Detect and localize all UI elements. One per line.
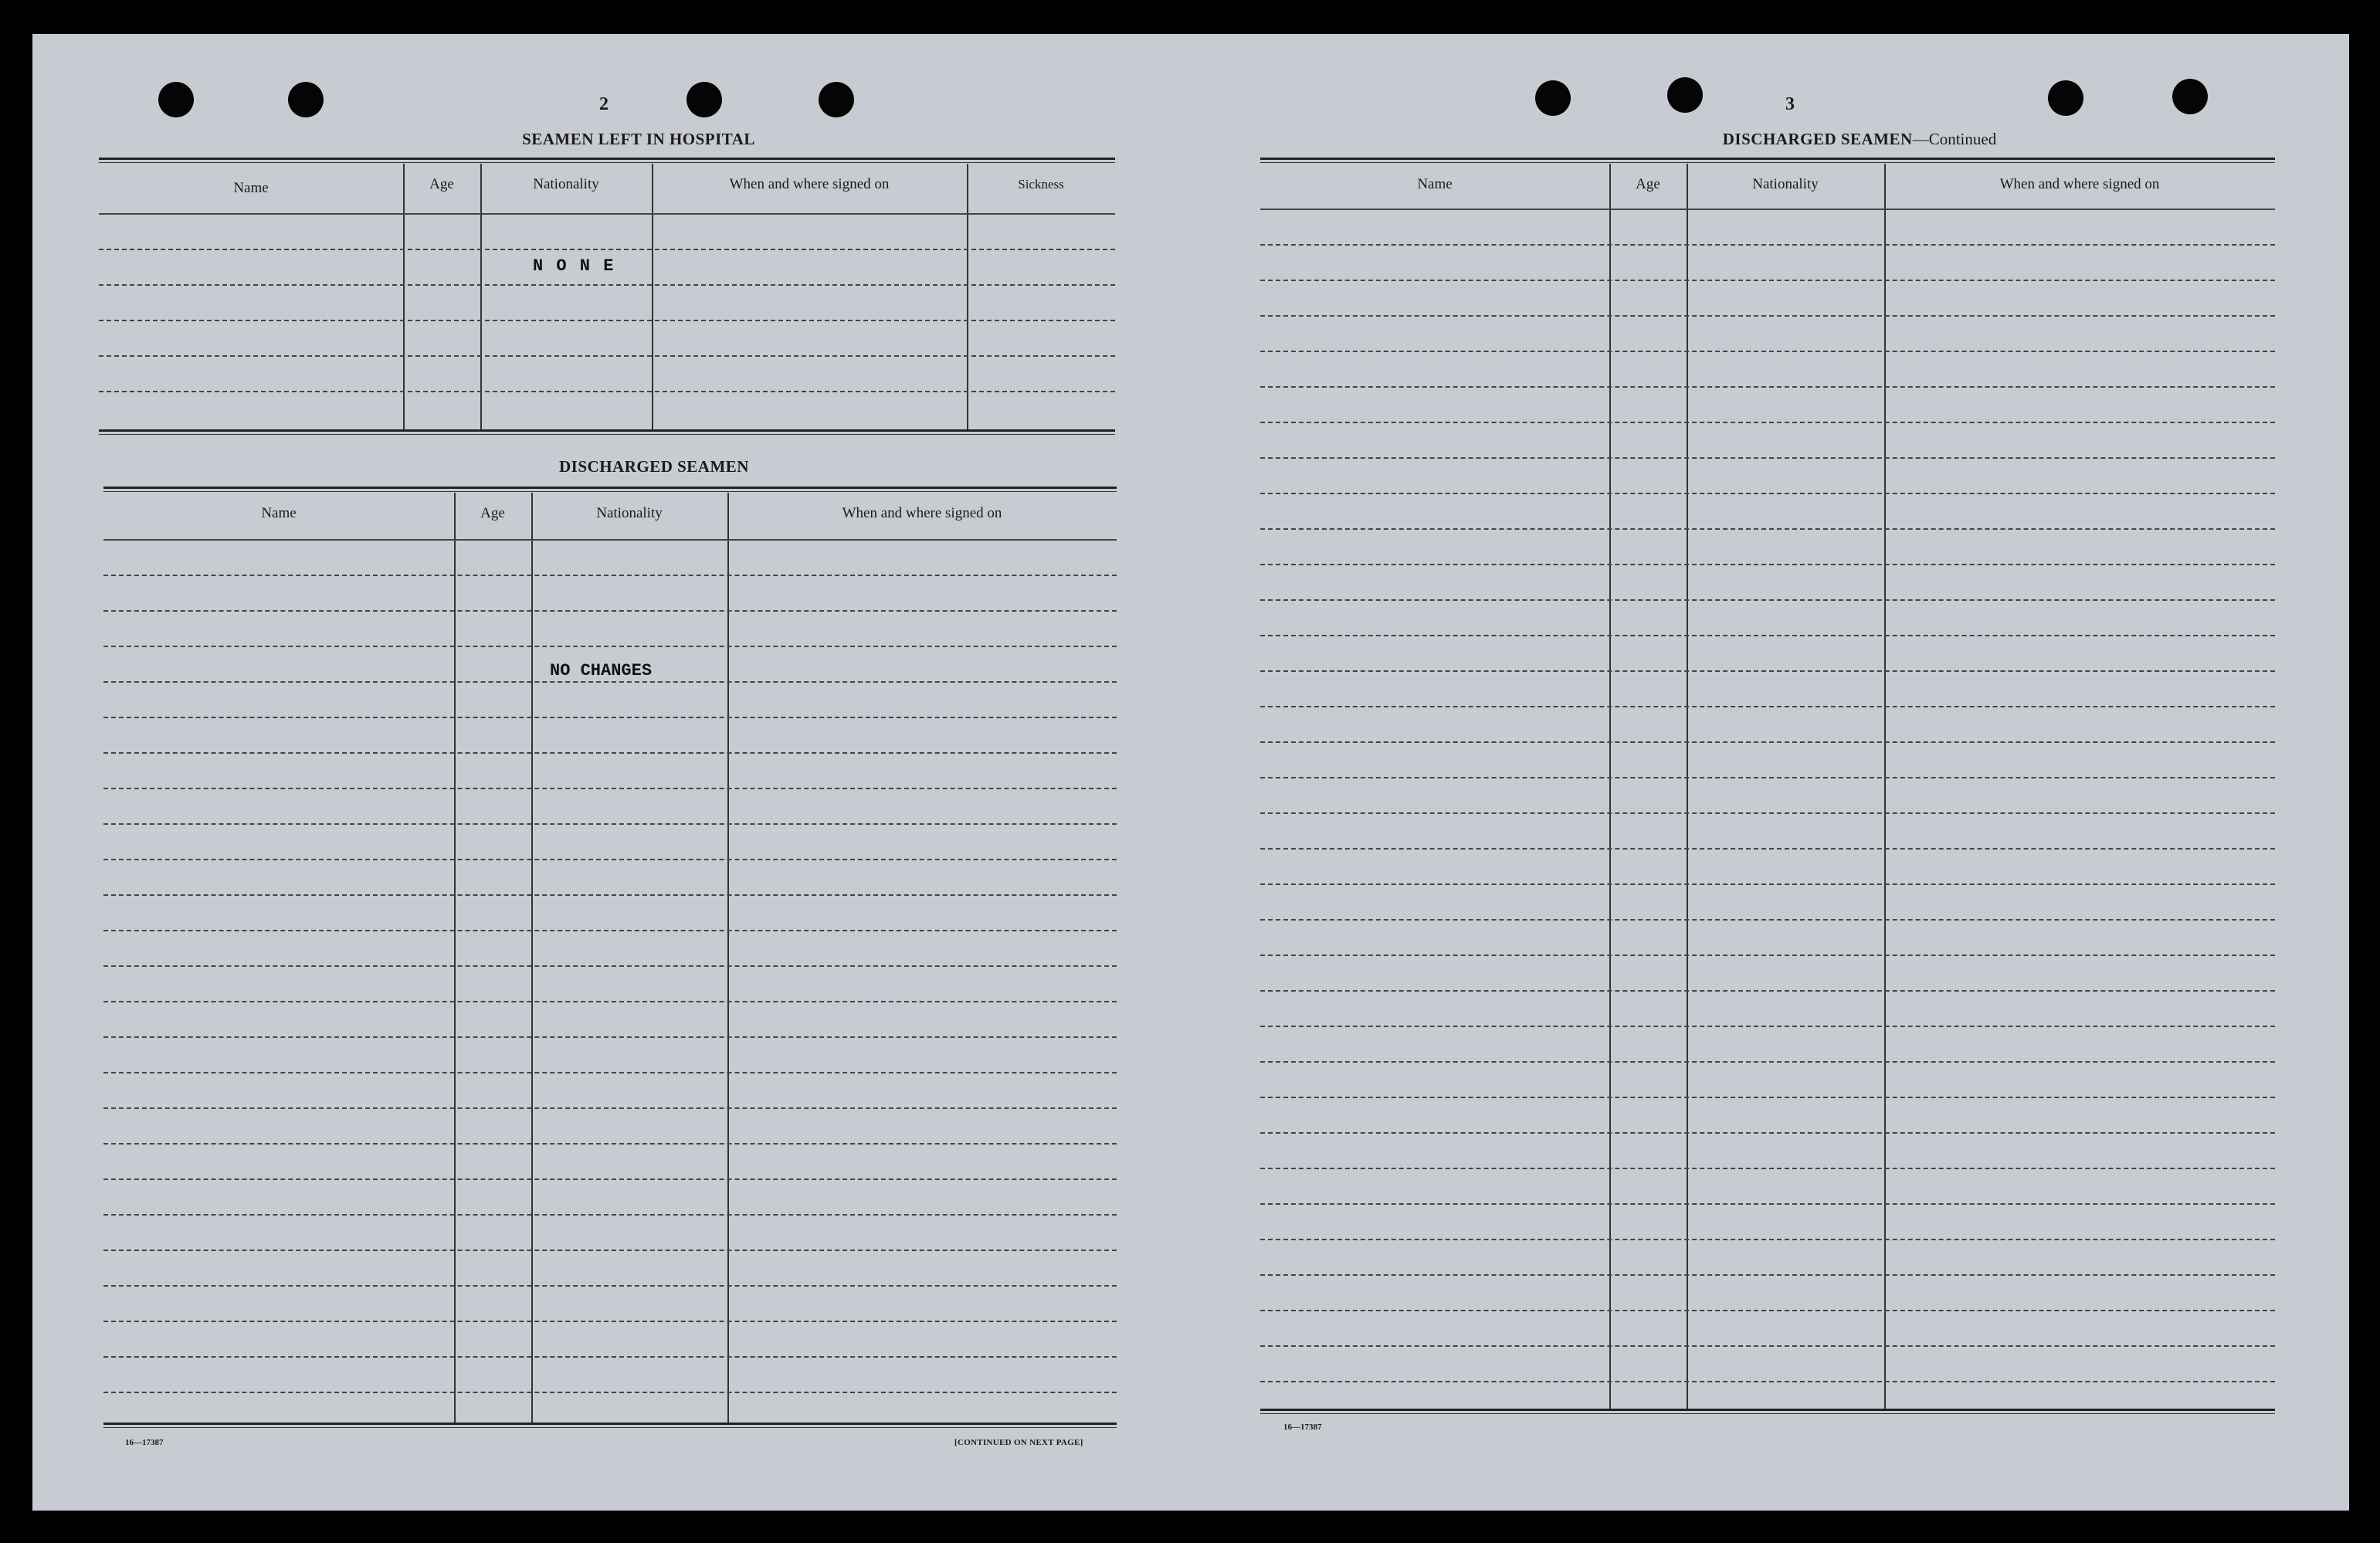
continued-suffix: —Continued — [1912, 130, 1997, 148]
col-header-signed-on: When and where signed on — [729, 176, 890, 192]
manifest-sheet — [32, 34, 2349, 1511]
discharged-continued-table — [1260, 158, 2275, 1440]
col-header-signed-on: When and where signed on — [842, 505, 1002, 521]
page-number: 3 — [1785, 94, 1795, 114]
col-header-nationality: Nationality — [1752, 176, 1819, 192]
col-header-age: Age — [480, 505, 505, 521]
right-page — [1191, 34, 2349, 1511]
col-header-age: Age — [1636, 176, 1660, 192]
hospital-table — [99, 158, 1115, 474]
hospital-section-title: SEAMEN LEFT IN HOSPITAL — [522, 130, 755, 148]
col-header-signed-on: When and where signed on — [1999, 176, 2160, 192]
left-page — [32, 34, 1191, 1511]
continued-note: [CONTINUED ON NEXT PAGE] — [954, 1438, 1083, 1447]
typed-entry-no-changes: NO CHANGES — [550, 661, 653, 680]
col-header-nationality: Nationality — [533, 176, 599, 192]
discharged-table — [103, 487, 1117, 1483]
col-header-name: Name — [1417, 176, 1453, 192]
page-number: 2 — [599, 94, 609, 114]
form-number: 16—17387 — [125, 1438, 164, 1447]
col-header-age: Age — [429, 176, 454, 192]
discharged-title-text: DISCHARGED SEAMEN — [1722, 130, 1913, 148]
discharged-continued-title — [1582, 130, 2138, 149]
col-header-name: Name — [261, 505, 297, 521]
col-header-name: Name — [233, 180, 269, 196]
form-number: 16—17387 — [1283, 1423, 1322, 1432]
col-header-nationality: Nationality — [596, 505, 663, 521]
typed-entry-none: N O N E — [533, 256, 615, 276]
col-header-sickness: Sickness — [1018, 177, 1064, 192]
discharged-section-title: DISCHARGED SEAMEN — [559, 457, 749, 476]
